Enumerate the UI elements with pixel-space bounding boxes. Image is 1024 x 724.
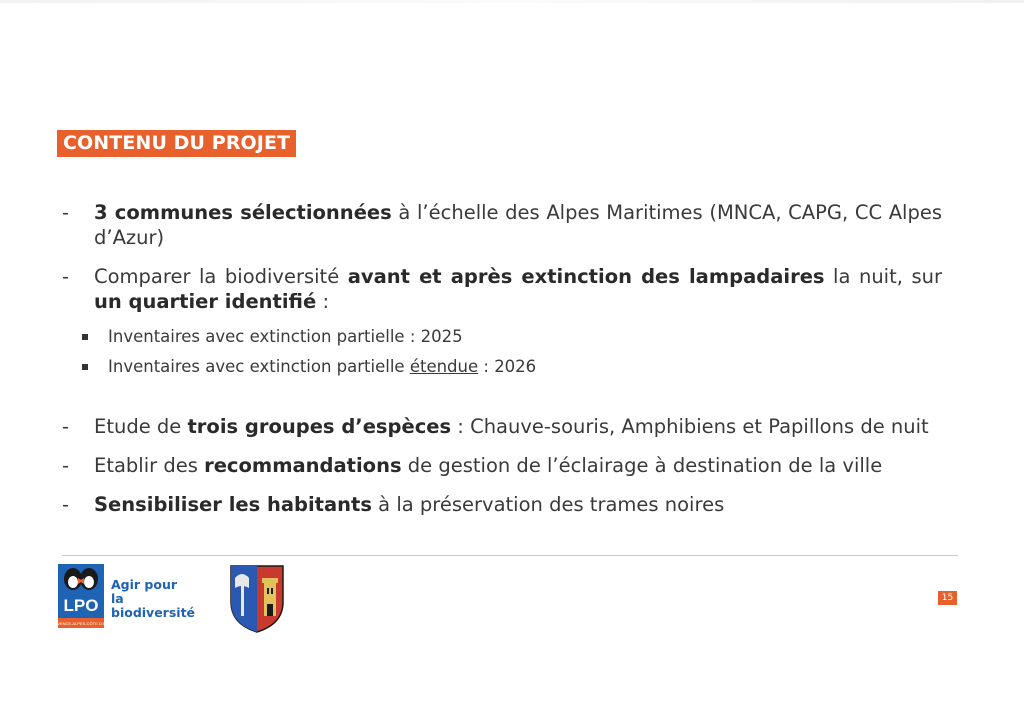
square-bullet-icon (82, 334, 88, 340)
dash-marker: - (62, 454, 70, 477)
text: Inventaires avec extinction partielle (108, 357, 410, 376)
content-list (62, 200, 942, 517)
text-bold: 3 communes sélectionnées (94, 201, 392, 224)
text-bold: trois groupes d’espèces (187, 415, 452, 438)
text-bold: Sensibiliser les habitants (94, 493, 372, 516)
text: de gestion de l’éclairage à destination de la ville (401, 454, 883, 477)
text-bold: un quartier identifié (94, 290, 317, 313)
text: Comparer la biodiversité (94, 265, 348, 288)
dash-marker: - (62, 415, 70, 438)
text: la nuit, sur (824, 265, 942, 288)
text-bold: avant et après extinction des lampadaires (347, 265, 825, 288)
text: à l’échelle des Alpes Maritimes (MNCA, CAPG, CC Alpes d’Azur) (94, 201, 942, 249)
text: : (316, 290, 330, 313)
sub-bullet-2025 (62, 326, 942, 348)
section-heading: CONTENU DU PROJET (57, 130, 296, 157)
text: Etude de (94, 415, 188, 438)
scan-edge (0, 0, 1024, 3)
text: : Chauve-souris, Amphibiens et Papillons de nuit (451, 415, 929, 438)
lpo-subtitle: PROVENCE-ALPES-CÔTE D'AZUR (48, 621, 114, 626)
text-bold: recommandations (204, 454, 402, 477)
bullet-compare (62, 264, 942, 314)
text: : 2026 (478, 357, 537, 376)
bullet-communes (62, 200, 942, 250)
lpo-subtitle-strip (48, 618, 114, 628)
dash-marker: - (62, 201, 70, 224)
page-number: 15 (938, 591, 957, 605)
lpo-letters: LPO (63, 596, 99, 615)
footer-divider (62, 555, 958, 556)
tagline-line1: Agir pour (111, 577, 178, 592)
text-underlined: étendue (409, 357, 479, 376)
square-bullet-icon (82, 364, 88, 370)
text: Etablir des (94, 454, 205, 477)
bullet-awareness (62, 492, 942, 517)
lpo-puffin-icon (58, 564, 104, 618)
dash-marker: - (62, 265, 70, 288)
text: à la préservation des trames noires (371, 493, 725, 516)
dash-marker: - (62, 493, 70, 516)
bullet-recommendations (62, 453, 942, 478)
lpo-tagline (111, 578, 208, 620)
bullet-species (62, 414, 942, 439)
tagline-line2: la biodiversité (111, 591, 196, 620)
lpo-logo (48, 564, 208, 630)
municipal-crest-icon (227, 562, 287, 634)
sub-bullet-2026 (62, 356, 942, 378)
text: Inventaires avec extinction partielle : 2025 (108, 327, 463, 346)
